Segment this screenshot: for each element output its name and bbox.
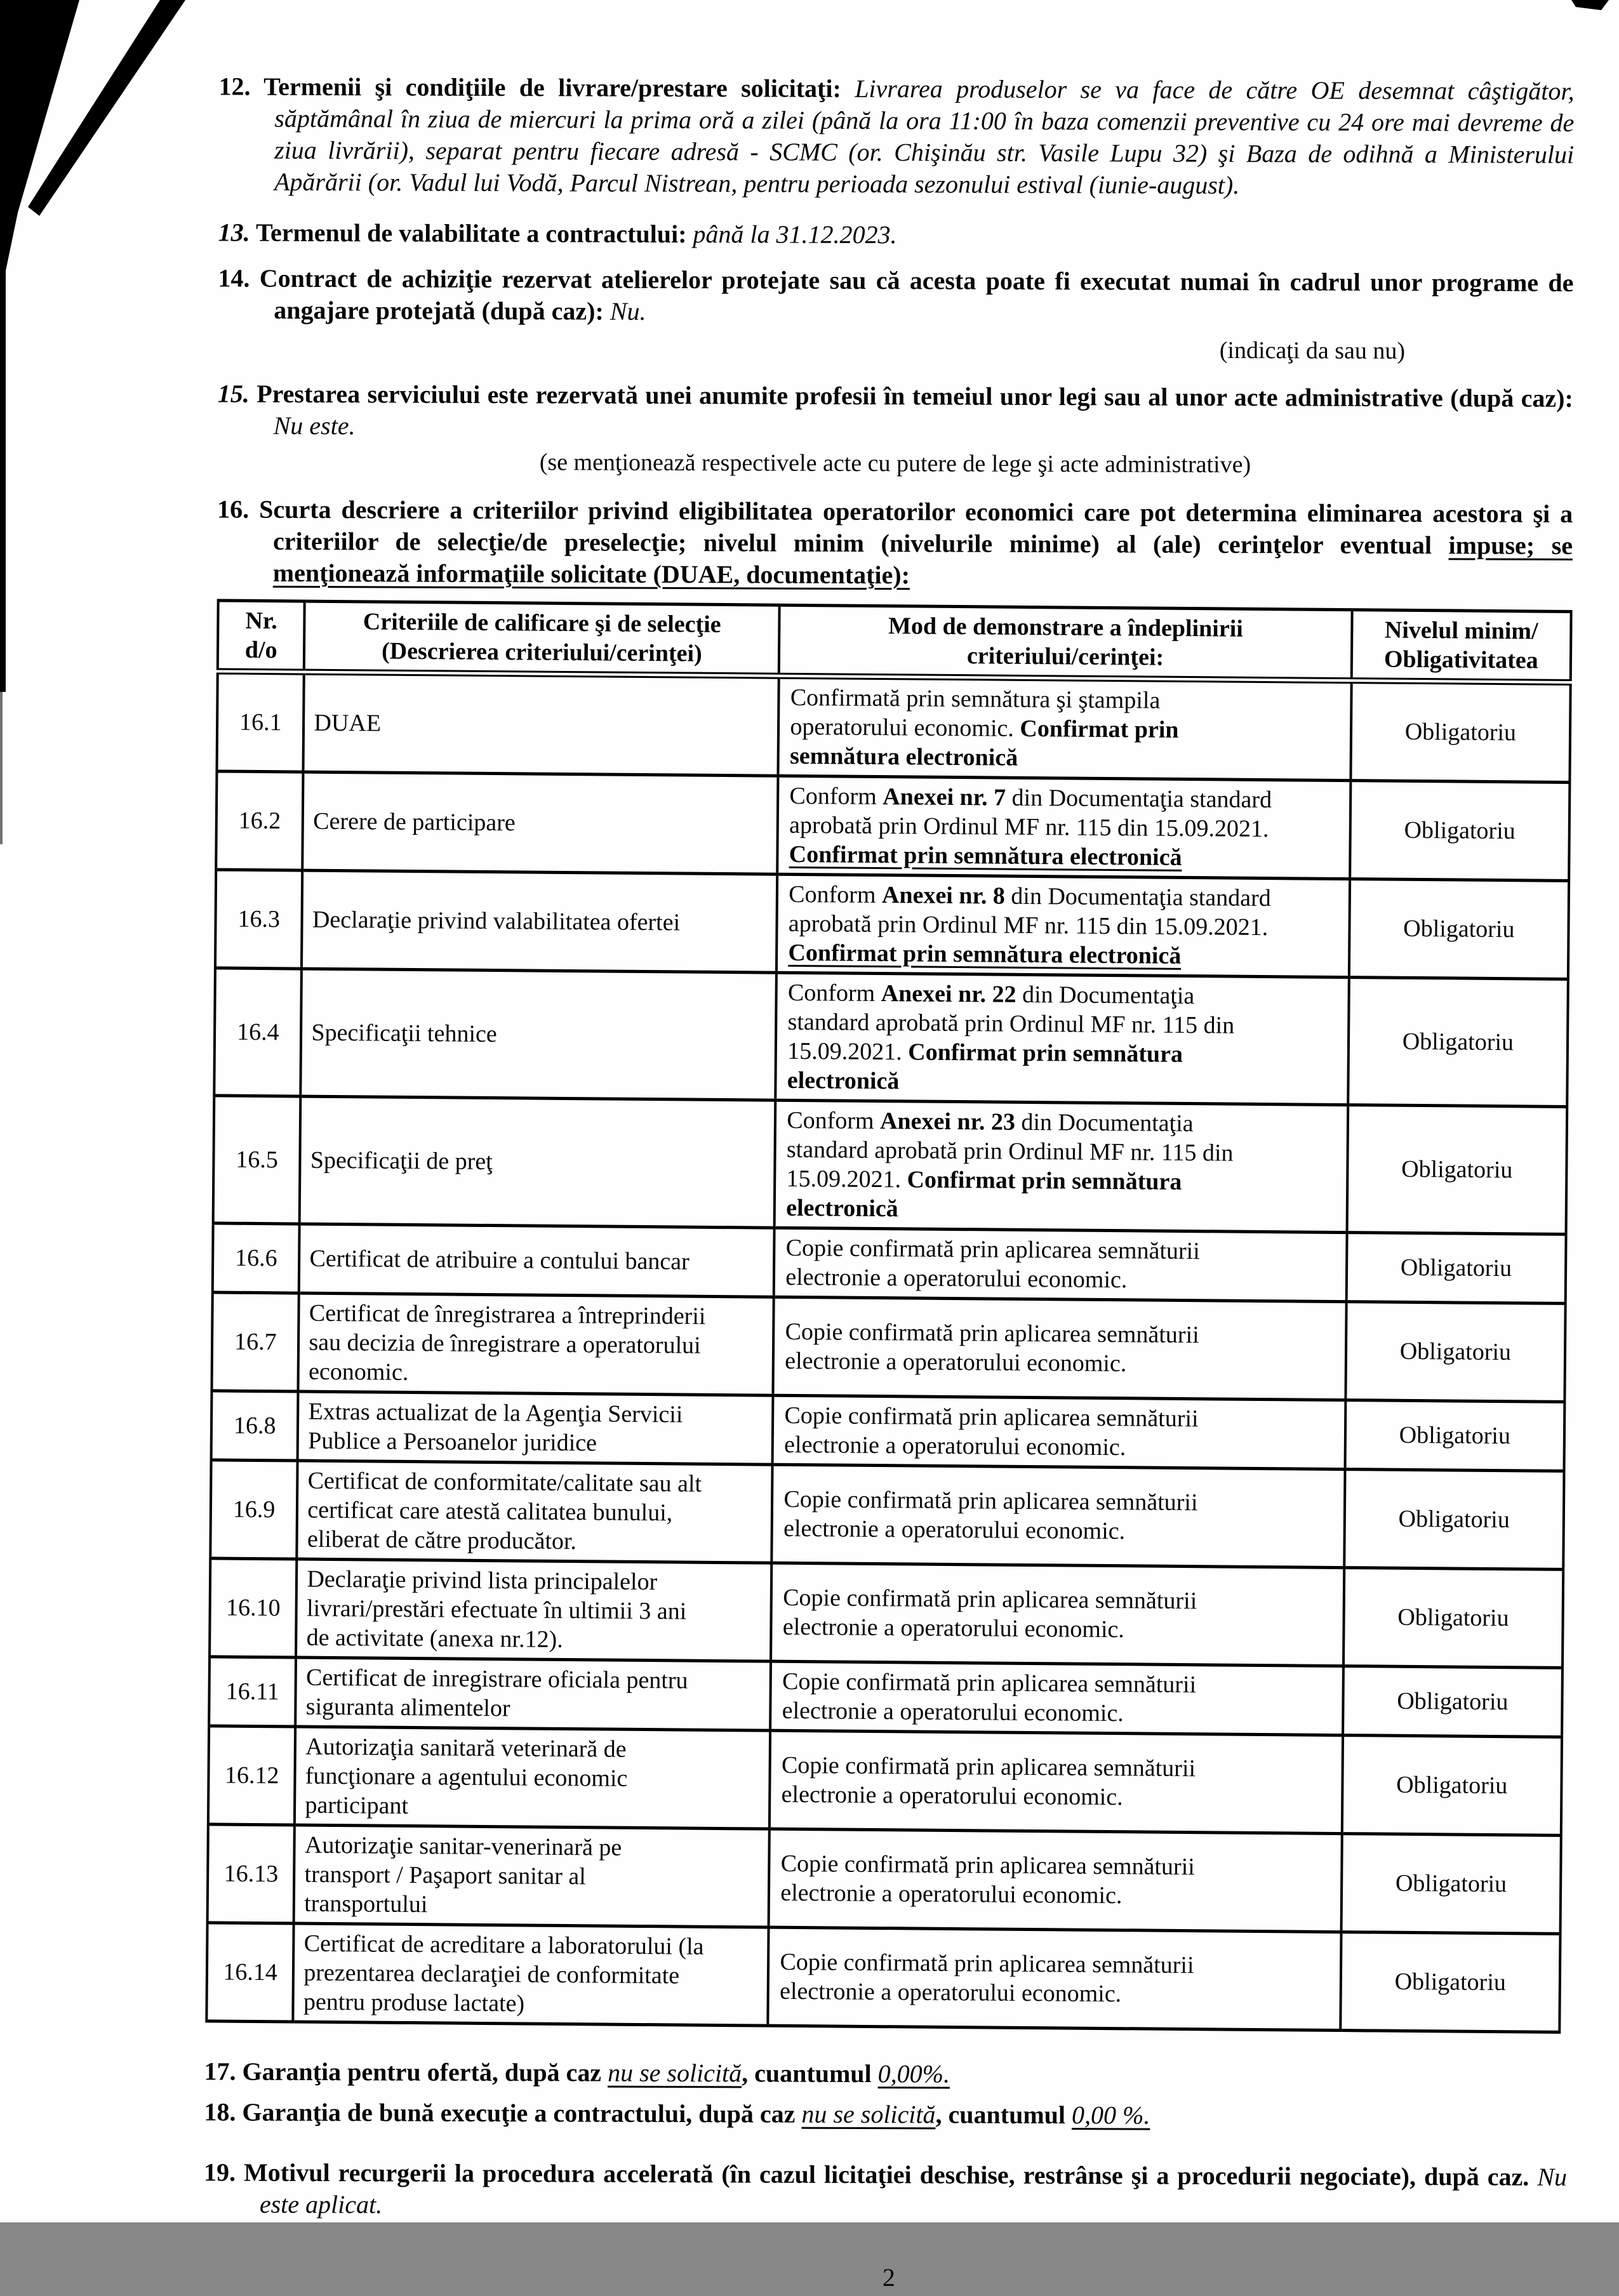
demonstration-segment: Copie confirmată prin aplicarea semnăturii electronie a operatorului economic.: [785, 1234, 1200, 1294]
cell-row-number: 16.1: [217, 671, 304, 772]
page-number: 2: [882, 2263, 896, 2292]
cell-criterion: Declaraţie privind valabilitatea ofertei: [302, 870, 777, 972]
cell-level: Obligatoriu: [1349, 879, 1569, 979]
demonstration-segment: Anexei nr. 7: [883, 783, 1006, 811]
item-14-title: Contract de achiziţie rezervat atelierelor protejate sau că acesta poate fi executat numai în cadrul unor programe de angajare protejată (după caz):: [250, 263, 1574, 326]
demonstration-segment: Copie confirmată prin aplicarea semnăturii electronie a operatorului economic.: [779, 1948, 1194, 2008]
cell-criterion: Declaraţie privind lista principalelor livrari/prestări efectuate în ultimii 3 ani de activitate (anexa nr.12).: [296, 1559, 771, 1661]
item-13-title: Termenul de valabilitate a contractului:: [250, 218, 693, 249]
demonstration-segment: Confirmat prin semnătura electronică: [786, 1166, 1182, 1223]
demonstration-segment: Anexei nr. 22: [881, 980, 1016, 1008]
item-12-title: Termenii şi condiţiile de livrare/prestare solicitaţi:: [250, 72, 855, 103]
item-18-number: 18.: [204, 2097, 236, 2127]
demonstration-segment: Conform: [787, 979, 881, 1007]
demonstration-segment: Copie confirmată prin aplicarea semnăturii electronie a operatorului economic.: [782, 1584, 1197, 1643]
cell-level: Obligatoriu: [1350, 680, 1571, 782]
cell-criterion: Extras actualizat de la Agenţia Servicii Publice a Persoanelor juridice: [298, 1391, 773, 1464]
scan-artifact-edge-streak-2: [0, 692, 3, 844]
header-mod: Mod de demonstrare a îndeplinirii criteriului/cerinţei:: [779, 605, 1352, 680]
item-18-mid: , cuantumul: [935, 2100, 1072, 2130]
cell-row-number: 16.12: [208, 1726, 296, 1825]
demonstration-segment: Confirmat prin semnătura electronică: [788, 939, 1182, 969]
item-19-number: 19.: [203, 2158, 236, 2187]
demonstration-segment: Copie confirmată prin aplicarea semnăturii electronie a operatorului economic.: [782, 1668, 1197, 1727]
cell-level: Obligatoriu: [1343, 1666, 1562, 1737]
cell-row-number: 16.13: [208, 1824, 295, 1923]
demonstration-segment: din Documentaţia standard aprobată prin Ordinul MF nr. 115 din 15.09.2021.: [786, 1108, 1234, 1193]
cell-row-number: 16.14: [206, 1923, 294, 2022]
cell-level: Obligatoriu: [1346, 1233, 1566, 1304]
cell-level: Obligatoriu: [1345, 1302, 1566, 1402]
cell-row-number: 16.2: [216, 771, 303, 870]
item-15-answer: Nu este.: [273, 411, 356, 441]
demonstration-segment: Copie confirmată prin aplicarea semnăturii electronie a operatorului economic.: [783, 1485, 1198, 1545]
item-18-underlined-2: 0,00 %.: [1071, 2100, 1150, 2130]
demonstration-segment: Copie confirmată prin aplicarea semnăturii electronie a operatorului economic.: [781, 1751, 1196, 1811]
cell-row-number: 16.6: [213, 1223, 300, 1293]
item-15-title: Prestarea serviciului este rezervată unei anumite profesii în temeiul unor legi sau al unor acte administrative (după caz):: [249, 379, 1573, 413]
cell-row-number: 16.10: [210, 1558, 297, 1657]
demonstration-segment: Copie confirmată prin aplicarea semnăturii electronie a operatorului economic.: [785, 1318, 1199, 1377]
cell-criterion: Autorizaţia sanitară veterinară de funcţionare a agentului economic participant: [295, 1727, 770, 1829]
demonstration-segment: Confirmată prin semnătura şi ştampila operatorului economic.: [790, 684, 1161, 742]
cell-criterion: Certificat de înregistrarea a întreprinderii sau decizia de înregistrare a operatorului economic.: [298, 1293, 774, 1395]
header-criteriile: Criteriile de calificare şi de selecţie (Descrierea criteriului/cerinţei): [304, 601, 780, 676]
cell-criterion: Cerere de participare: [303, 772, 778, 874]
cell-row-number: 16.5: [213, 1096, 301, 1224]
item-17-mid: , cuantumul: [742, 2059, 878, 2088]
demonstration-segment: Conform: [789, 880, 883, 909]
demonstration-segment: Anexei nr. 23: [879, 1108, 1016, 1136]
cell-level: Obligatoriu: [1347, 1105, 1567, 1235]
item-13-answer: până la 31.12.2023.: [693, 220, 897, 249]
cell-row-number: 16.4: [214, 968, 302, 1096]
item-17-underlined-1: nu se solicită: [608, 2058, 742, 2088]
cell-level: Obligatoriu: [1341, 1834, 1561, 1934]
demonstration-segment: din Documentaţia standard aprobată prin Ordinul MF nr. 115 din 15.09.2021.: [787, 981, 1235, 1066]
demonstration-segment: Conform: [789, 782, 883, 811]
item-18-underlined-1: nu se solicită: [801, 2099, 936, 2129]
item-14-note: (indicaţi da sau nu): [1219, 336, 1406, 364]
cell-criterion: Specificaţii tehnice: [301, 969, 777, 1100]
demonstration-segment: din Documentaţia standard aprobată prin Ordinul MF nr. 115 din 15.09.2021.: [788, 882, 1271, 941]
item-12-number: 12.: [218, 72, 251, 101]
cell-level: Obligatoriu: [1340, 1932, 1561, 2033]
item-15-number: 15.: [217, 379, 250, 408]
scan-artifact-edge-streak: [0, 0, 6, 692]
item-18-title: Garanţia de bună execuţie a contractului, după caz: [236, 2097, 802, 2128]
cell-criterion: Certificat de conformitate/calitate sau alt certificat care atestă calitatea bunului, eliberat de către producător.: [297, 1461, 773, 1563]
cell-level: Obligatoriu: [1345, 1400, 1564, 1471]
cell-criterion: Certificat de acreditare a laboratorului (la prezentarea declaraţiei de conformitate pentru produse lactate): [293, 1923, 769, 2026]
cell-row-number: 16.3: [215, 870, 303, 969]
demonstration-segment: Confirmat prin semnătura electronică: [789, 840, 1182, 871]
item-14-answer: Nu.: [610, 296, 646, 326]
item-19-title: Motivul recurgerii la procedura accelerată (în cazul licitaţiei deschise, restrânse şi a procedurii negociate), după caz.: [235, 2158, 1538, 2191]
cell-row-number: 16.7: [211, 1292, 299, 1391]
demonstration-segment: din Documentaţia standard aprobată prin Ordinul MF nr. 115 din 15.09.2021.: [789, 784, 1272, 843]
item-17-title: Garanţia pentru ofertă, după caz: [236, 2057, 608, 2087]
cell-criterion: Specificaţii de preţ: [300, 1096, 776, 1228]
cell-criterion: Autorizaţie sanitar-venerinară pe transport / Paşaport sanitar al transportului: [294, 1825, 770, 1927]
cell-level: Obligatoriu: [1343, 1568, 1564, 1668]
header-nr: Nr. d/o: [218, 601, 305, 672]
item-13-number: 13.: [218, 218, 250, 247]
demonstration-segment: Confirmat prin semnătura electronică: [789, 715, 1179, 771]
demonstration-segment: Confirmat prin semnătura electronică: [787, 1039, 1183, 1095]
demonstration-segment: Copie confirmată prin aplicarea semnăturii electronie a operatorului economic.: [780, 1850, 1195, 1909]
item-14-number: 14.: [218, 263, 250, 293]
item-15-note: (se menţionează respectivele acte cu putere de lege şi acte administrative): [539, 449, 1251, 479]
cell-row-number: 16.11: [209, 1657, 296, 1727]
header-nivelul: Nivelul minim/ Obligativitatea: [1351, 610, 1571, 682]
item-17-number: 17.: [204, 2057, 236, 2086]
demonstration-segment: Anexei nr. 8: [881, 882, 1006, 910]
cell-criterion: Certificat de inregistrare oficiala pentru siguranta alimentelor: [296, 1657, 771, 1730]
item-17-underlined-2: 0,00%.: [877, 2059, 950, 2088]
cell-criterion: DUAE: [303, 672, 779, 776]
scan-artifact-top-right-mark: [1571, 0, 1609, 10]
item-12-body: Livrarea produselor se va face de către OE desemnat câştigător, săptămânal în ziua de miercuri la prima oră a zilei (până la ora 11:00 în baza comenzii preventive cu 24 ore mai devreme de ziua livrării), separat pentru fiecare adresă - SCMC (or. Chişinău str. Vasile Lupu 32) şi Baza de odihnă a Ministerului Apărării (or. Vadul lui Vodă, Parcul Nistrean, pentru perioada sezonului estival (iunie-august).: [274, 74, 1575, 200]
cell-level: Obligatoriu: [1350, 781, 1570, 881]
demonstration-segment: Copie confirmată prin aplicarea semnăturii electronie a operatorului economic.: [783, 1402, 1199, 1461]
cell-level: Obligatoriu: [1348, 978, 1568, 1107]
item-16-title-underlined: impuse; se menţionează informaţiile solicitate (DUAE, documentaţie):: [272, 531, 1573, 590]
cell-row-number: 16.9: [210, 1460, 298, 1559]
item-16-number: 16.: [217, 494, 250, 524]
cell-level: Obligatoriu: [1344, 1470, 1564, 1570]
cell-criterion: Certificat de atribuire a contului bancar: [299, 1224, 775, 1297]
item-19-answer: Nu este aplicat.: [259, 2162, 1568, 2219]
cell-level: Obligatoriu: [1342, 1735, 1562, 1836]
demonstration-segment: Conform: [787, 1106, 881, 1135]
cell-row-number: 16.8: [211, 1391, 298, 1461]
item-16-title: Scurta descriere a criteriilor privind eligibilitatea operatorilor economici care pot determina eliminarea acestora şi a criteriilor de selecţie/de preselecţie; nivelul minim (nivelurile minime) al (ale) cerinţelor eventual: [249, 494, 1573, 560]
